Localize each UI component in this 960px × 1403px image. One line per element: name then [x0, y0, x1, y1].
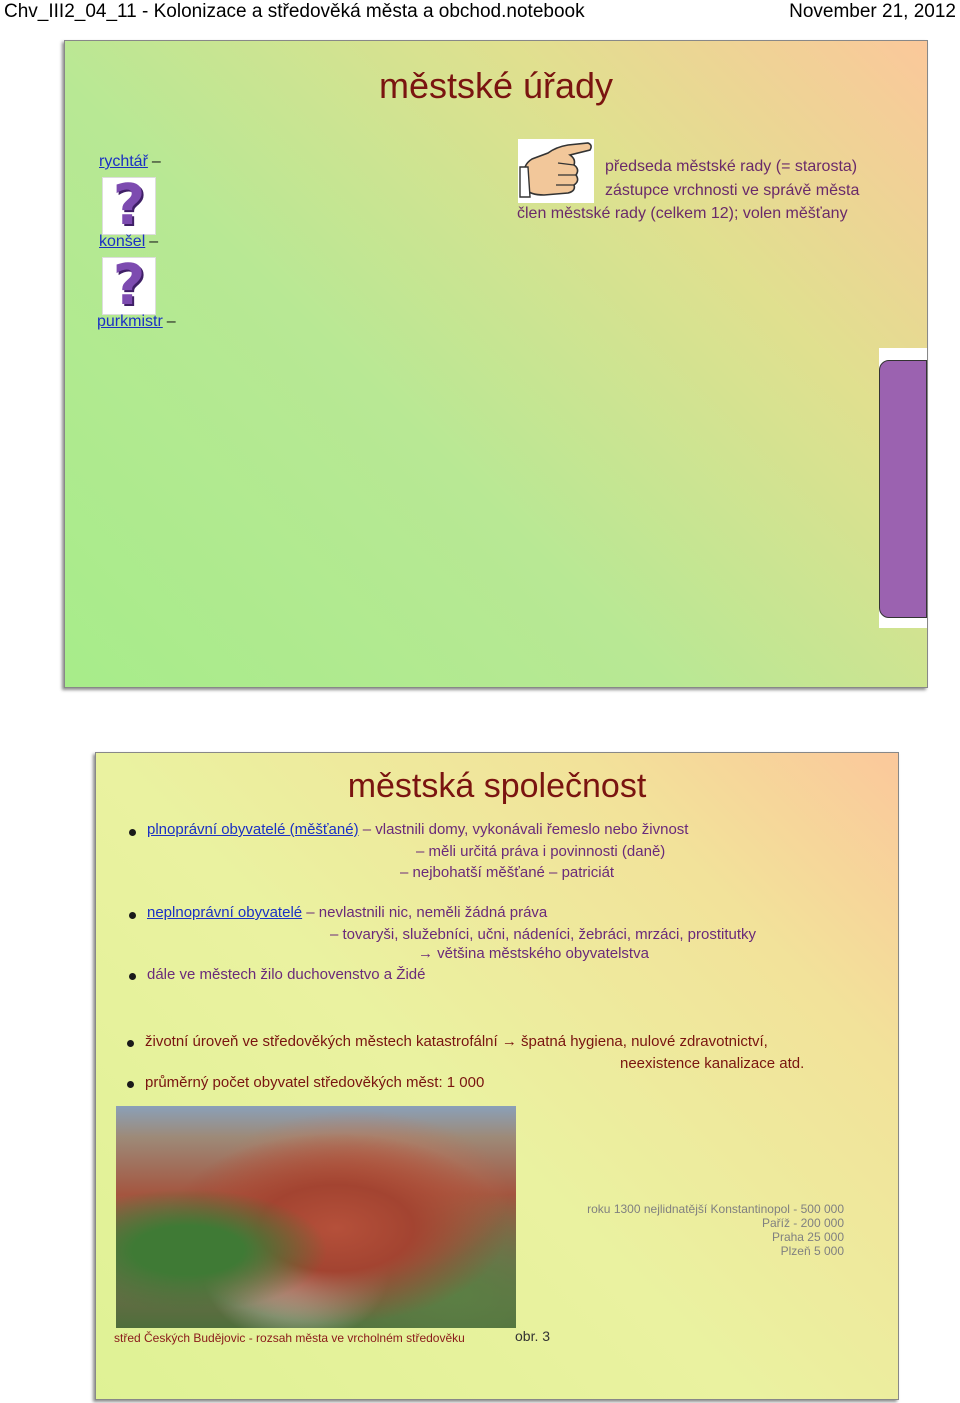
population-stats	[587, 1202, 844, 1258]
stat-line: Paříž - 200 000	[761, 1216, 844, 1230]
term-label[interactable]: rychtář	[99, 153, 148, 170]
average-population-line: průměrný počet obyvatel středověkých měst: 1 000	[145, 1074, 485, 1091]
stat-line: roku 1300 nejlidnatější Konstantinopol - 500 000	[587, 1202, 844, 1216]
non-full-citizens-desc-2: – tovaryši, služebníci, učni, nádeníci, žebráci, mrzáci, prostitutky	[330, 926, 757, 943]
question-mark-icon[interactable]: ?	[102, 257, 156, 315]
bullet	[127, 1081, 134, 1088]
non-full-citizens-label[interactable]: neplnoprávní obyvatelé	[147, 904, 303, 921]
stat-line: Praha 25 000	[771, 1230, 844, 1244]
slide-title: městské úřady	[378, 65, 614, 106]
question-mark-icon[interactable]: ?	[102, 177, 156, 235]
definition-zastupce: zástupce vrchnosti ve správě města	[605, 182, 860, 199]
photo-caption: střed Českých Budějovic - rozsah města ve vrcholném středověku	[114, 1331, 465, 1345]
photo-number: obr. 3	[515, 1328, 551, 1344]
pointing-hand-icon	[518, 139, 594, 203]
term-label[interactable]: konšel	[99, 233, 146, 250]
bullet	[127, 1040, 134, 1047]
living-standard-line-1: životní úroveň ve středověkých městech katastrofální → špatná hygiena, nulové zdravotnictví,	[145, 1033, 768, 1050]
non-full-citizens-row	[147, 904, 547, 921]
document-header	[0, 0, 960, 26]
definition-rychtar: předseda městské rady (= starosta)	[605, 158, 858, 175]
non-full-citizens-desc-1: – nevlastnili nic, neměli žádná práva	[306, 904, 548, 921]
term-konsel[interactable]: konšel –	[99, 233, 159, 250]
document-date: November 21, 2012	[789, 1, 956, 22]
bullet	[129, 829, 136, 836]
term-rychtar[interactable]: rychtář –	[99, 153, 161, 170]
living-standard-line-2: neexistence kanalizace atd.	[620, 1055, 805, 1072]
aerial-photo-ceske-budejovice	[116, 1106, 516, 1328]
side-tab-handle[interactable]	[879, 348, 927, 628]
definition-konsel: člen městské rady (celkem 12); volen měšťany	[517, 205, 848, 222]
term-purkmistr[interactable]: purkmistr –	[97, 313, 176, 330]
bullet	[129, 973, 136, 980]
non-full-citizens-desc-3: → většina městského obyvatelstva	[418, 945, 649, 962]
full-citizens-label[interactable]: plnoprávní obyvatelé (měšťané)	[147, 821, 359, 838]
full-citizens-desc-3: – nejbohatší měšťané – patriciát	[400, 864, 615, 881]
full-citizens-desc-1: – vlastnili domy, vykonávali řemeslo nebo živnost	[362, 821, 689, 838]
slide-city-society	[95, 752, 899, 1400]
slide-city-offices	[64, 40, 928, 688]
side-tab-body[interactable]	[879, 360, 927, 618]
full-citizens-desc-2: – měli určitá práva i povinnosti (daně)	[416, 843, 666, 860]
document-title: Chv_III2_04_11 - Kolonizace a středověká města a obchod.notebook	[4, 1, 585, 22]
slide-title: městská společnost	[347, 767, 647, 805]
bullet	[129, 912, 136, 919]
clergy-line: dále ve městech žilo duchovenstvo a Židé	[147, 966, 426, 983]
full-citizens-row	[147, 821, 688, 838]
term-label[interactable]: purkmistr	[97, 313, 163, 330]
stat-line: Plzeň 5 000	[780, 1244, 844, 1258]
